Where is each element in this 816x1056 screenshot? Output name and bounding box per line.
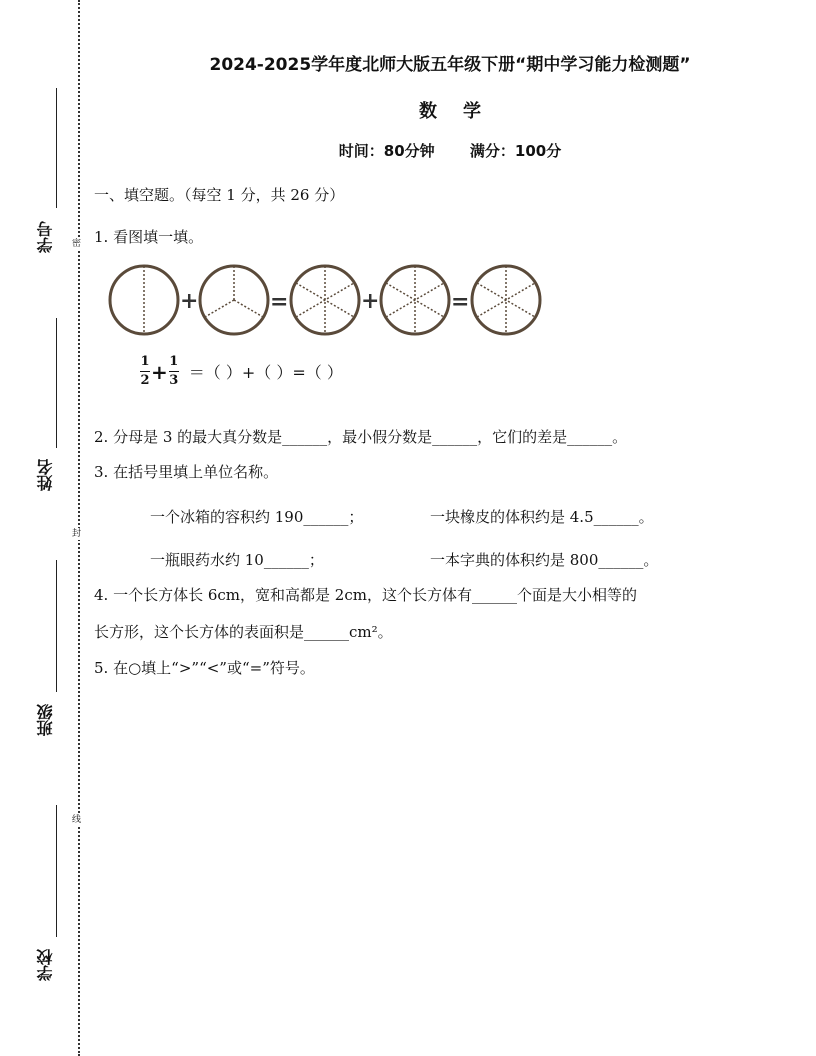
question-5-text: 5. 在○填上“>”“<”或“=”符号。 bbox=[94, 659, 315, 677]
question-4-line-1[interactable]: 4. 一个长方体长 6cm，宽和高都是 2cm，这个长方体有______个面是大小相等的 bbox=[94, 586, 637, 604]
exam-time: 时间：80分钟 bbox=[338, 142, 435, 160]
subject-title: 数学 bbox=[419, 101, 507, 122]
question-3-text: 3. 在括号里填上单位名称。 bbox=[94, 463, 279, 481]
seal-mark-xian: 线 bbox=[72, 815, 82, 825]
circle-sixths-2 bbox=[381, 266, 449, 334]
question-3d[interactable]: 一本字典的体积约是 800______。 bbox=[430, 551, 659, 569]
question-2-text[interactable]: 2. 分母是 3 的最大真分数是______，最小假分数是______，它们的差是______。 bbox=[94, 428, 628, 446]
exam-meta bbox=[100, 140, 800, 161]
circle-thirds bbox=[200, 266, 268, 334]
section-heading: 一、填空题。（每空 1 分，共 26 分） bbox=[94, 186, 345, 204]
student-id-label: 学号 bbox=[36, 221, 55, 253]
equals-sign-1: = bbox=[270, 289, 289, 315]
plus-sign-2: + bbox=[361, 288, 380, 314]
seal-mark-feng: 封 bbox=[72, 529, 82, 539]
school-line[interactable] bbox=[56, 805, 57, 937]
question-4-line-2[interactable]: 长方形，这个长方体的表面积是______cm²。 bbox=[94, 623, 393, 641]
page-title: 2024-2025学年度北师大版五年级下册“期中学习能力检测题” bbox=[209, 55, 691, 75]
fraction-one-half: $\frac{1}{2}$ bbox=[140, 354, 150, 388]
answer-blanks[interactable]: ＝（ ）+（ ）=（ ） bbox=[188, 363, 343, 382]
class-label: 班级 bbox=[36, 704, 55, 736]
name-label: 姓名 bbox=[36, 459, 55, 491]
fraction-one-third: $\frac{1}{3}$ bbox=[169, 354, 179, 388]
plus-sign-1: + bbox=[180, 288, 199, 314]
name-line[interactable] bbox=[56, 318, 57, 448]
exam-score: 满分：100分 bbox=[469, 142, 562, 160]
circle-sixths-3 bbox=[472, 266, 540, 334]
plus-operator: + bbox=[151, 359, 168, 384]
fraction-circles-figure bbox=[108, 262, 548, 338]
question-3c[interactable]: 一瓶眼药水约 10______； bbox=[150, 551, 324, 569]
circle-halves bbox=[110, 266, 178, 334]
seal-mark-mi: 密 bbox=[72, 239, 82, 249]
school-label: 学校 bbox=[36, 949, 55, 981]
student-id-line[interactable] bbox=[56, 88, 57, 208]
equals-sign-2: = bbox=[451, 289, 470, 315]
fraction-equation bbox=[140, 355, 343, 388]
question-3b[interactable]: 一块橡皮的体积约是 4.5______。 bbox=[430, 508, 654, 526]
question-1-text: 1. 看图填一填。 bbox=[94, 228, 204, 246]
question-3a[interactable]: 一个冰箱的容积约 190______； bbox=[150, 508, 364, 526]
class-line[interactable] bbox=[56, 560, 57, 692]
circle-sixths-1 bbox=[291, 266, 359, 334]
